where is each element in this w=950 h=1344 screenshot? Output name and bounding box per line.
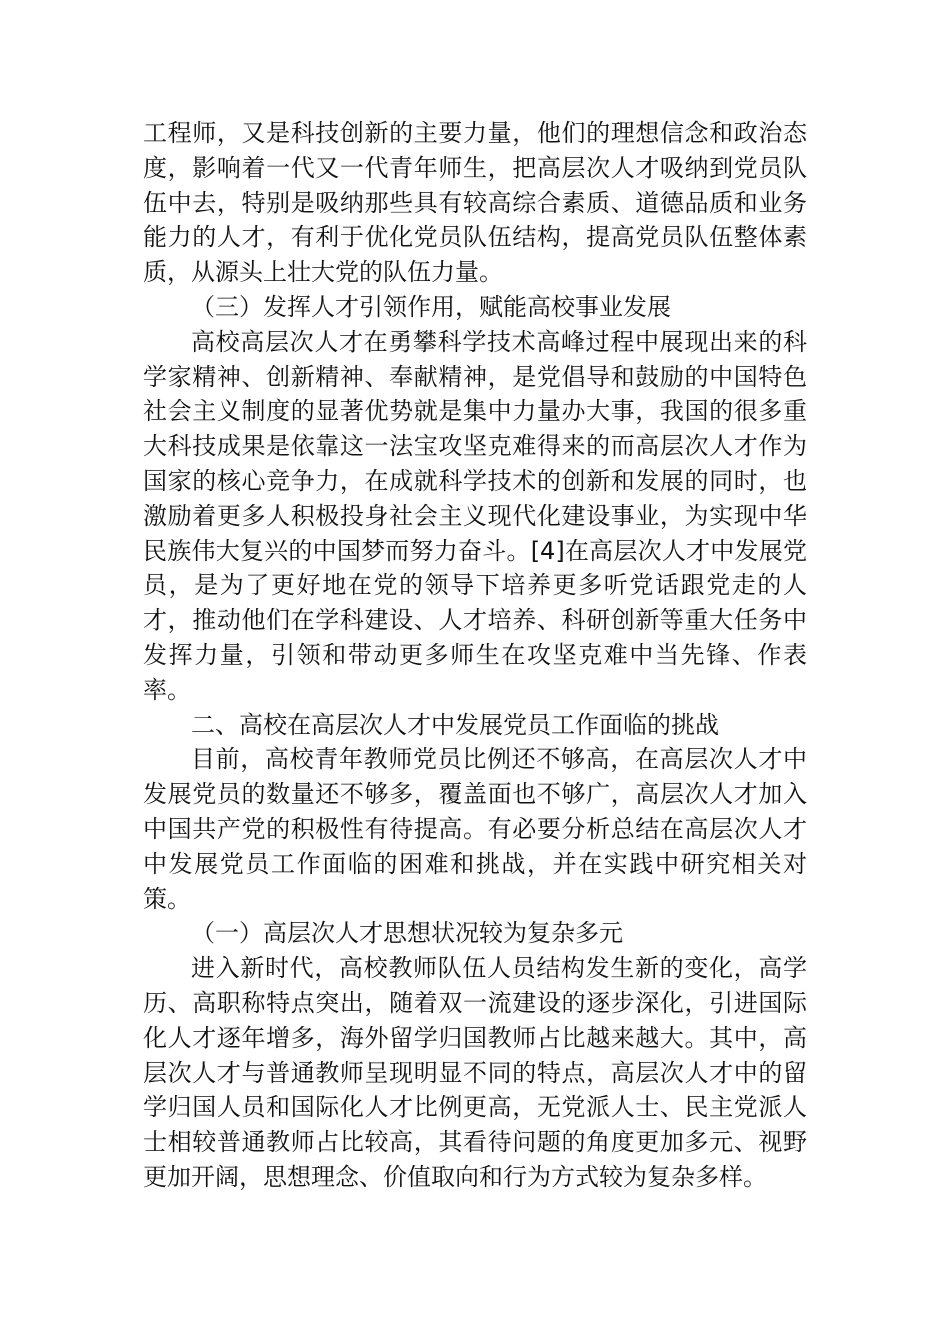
section-heading-two: 二、高校在高层次人才中发展党员工作面临的挑战 — [191, 710, 719, 739]
paragraph-talent-leading: 高校高层次人才在勇攀科学技术高峰过程中展现出来的科学家精神、创新精神、奉献精神，是党倡导和鼓励的中国特色社会主义制度的显著优势就是集中力量办大事，我国的很多重大科技成果是依靠这一法宝攻坚克难得来的而高层次人才作为国家的核心竞争力，在成就科学技术的创新和发展的同时，也激励着更多人积极投身社会主义现代化建设事业，为实现中华民族伟大复兴的中国梦而努力奋斗。[4]在高层次人才中发展党员，是为了更好地在党的领导下培养更多听党话跟党走的人才，推动他们在学科建设、人才培养、科研创新等重大任务中发挥力量，引领和带动更多师生在攻坚克难中当先锋、作表率。 — [143, 327, 807, 704]
paragraph-continued: 工程师，又是科技创新的主要力量，他们的理想信念和政治态度，影响着一代又一代青年师生，把高层次人才吸纳到党员队伍中去，特别是吸纳那些具有较高综合素质、道德品质和业务能力的人才，有利于优化党员队伍结构，提高党员队伍整体素质，从源头上壮大党的队伍力量。 — [143, 119, 807, 287]
subheading-one: （一）高层次人才思想状况较为复杂多元 — [191, 919, 623, 948]
paragraph-new-era: 进入新时代，高校教师队伍人员结构发生新的变化，高学历、高职称特点突出，随着双一流建设的逐步深化，引进国际化人才逐年增多，海外留学归国教师占比越来越大。其中，高层次人才与普通教师呈现明显不同的特点，高层次人才中的留学归国人员和国际化人才比例更高，无党派人士、民主党派人士相较普通教师占比较高，其看待问题的角度更加多元、视野更加开阔，思想理念、价值取向和行为方式较为复杂多样。 — [143, 954, 807, 1191]
paragraph-challenges-intro: 目前，高校青年教师党员比例还不够高，在高层次人才中发展党员的数量还不够多，覆盖面也不够广，高层次人才加入中国共产党的积极性有待提高。有必要分析总结在高层次人才中发展党员工作面临的困难和挑战，并在实践中研究相关对策。 — [143, 745, 807, 913]
subheading-three: （三）发挥人才引领作用，赋能高校事业发展 — [191, 292, 671, 321]
document-page — [143, 116, 807, 1195]
